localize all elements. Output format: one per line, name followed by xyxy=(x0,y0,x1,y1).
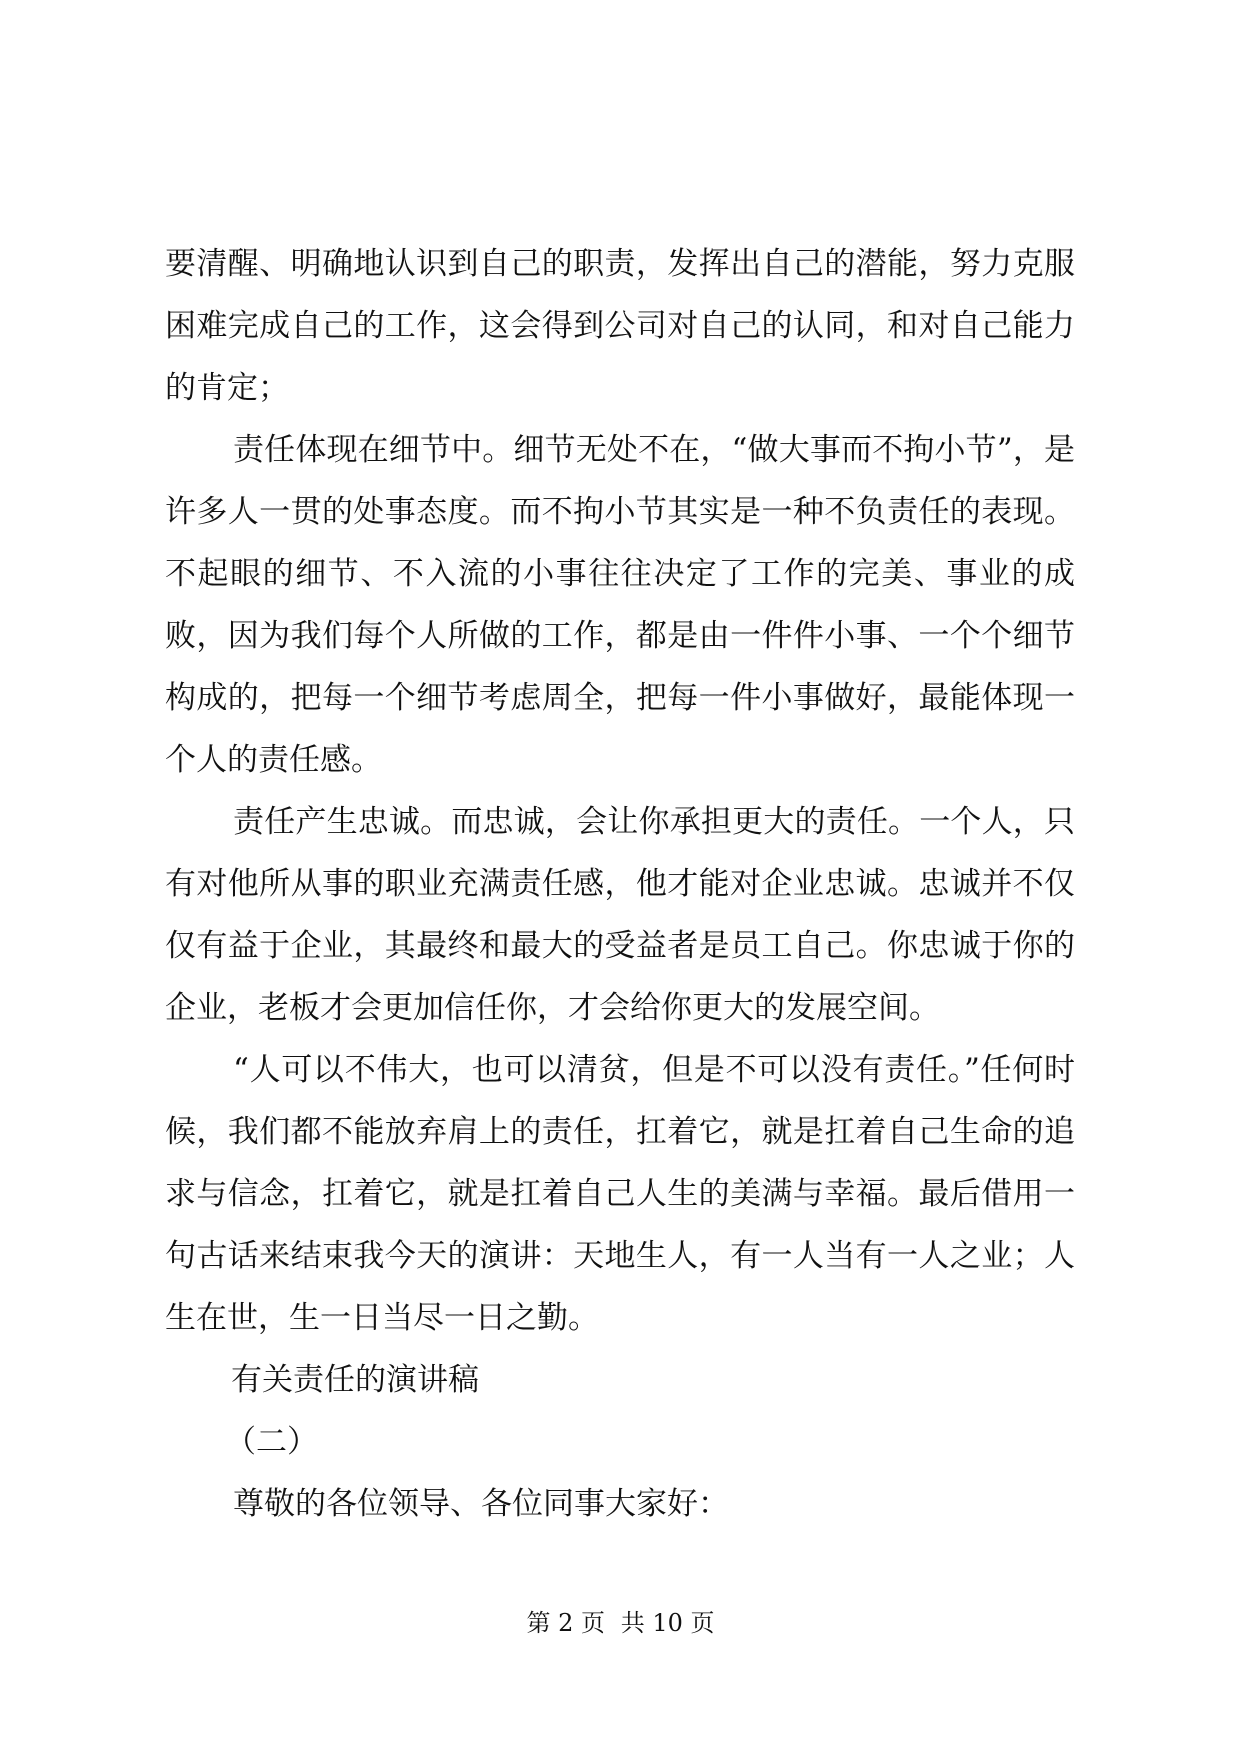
greeting-line: 尊敬的各位领导、各位同事大家好： xyxy=(233,1486,729,1522)
total-pages: 共 10 页 xyxy=(620,1609,715,1637)
document-body xyxy=(165,233,1075,1535)
section-number: （二） xyxy=(225,1424,318,1460)
page-number: 第 2 页 xyxy=(526,1609,606,1637)
paragraph-1: 要清醒、明确地认识到自己的职责，发挥出自己的潜能，努力克服困难完成自己的工作，这会得到公司对自己的认同，和对自己能力的肯定； xyxy=(165,246,1075,406)
paragraph-2: 责任体现在细节中。细节无处不在，“做大事而不拘小节”，是许多人一贯的处事态度。而不拘小节其实是一种不负责任的表现。不起眼的细节、不入流的小事往往决定了工作的完美、事业的成败，因为我们每个人所做的工作，都是由一件件小事、一个个细节构成的，把每一个细节考虑周全，把每一件小事做好，最能体现一个人的责任感。 xyxy=(165,432,1075,778)
paragraph-3: 责任产生忠诚。而忠诚，会让你承担更大的责任。一个人，只有对他所从事的职业充满责任感，他才能对企业忠诚。忠诚并不仅仅有益于企业，其最终和最大的受益者是员工自己。你忠诚于你的企业，老板才会更加信任你，才会给你更大的发展空间。 xyxy=(165,804,1075,1026)
section-title: 有关责任的演讲稿 xyxy=(231,1362,479,1398)
paragraph-4: “人可以不伟大，也可以清贫，但是不可以没有责任。”任何时候，我们都不能放弃肩上的责任，扛着它，就是扛着自己生命的追求与信念，扛着它，就是扛着自己人生的美满与幸福。最后借用一句古话来结束我今天的演讲：天地生人，有一人当有一人之业；人生在世，生一日当尽一日之勤。 xyxy=(165,1052,1075,1336)
page-footer xyxy=(0,1608,1241,1638)
